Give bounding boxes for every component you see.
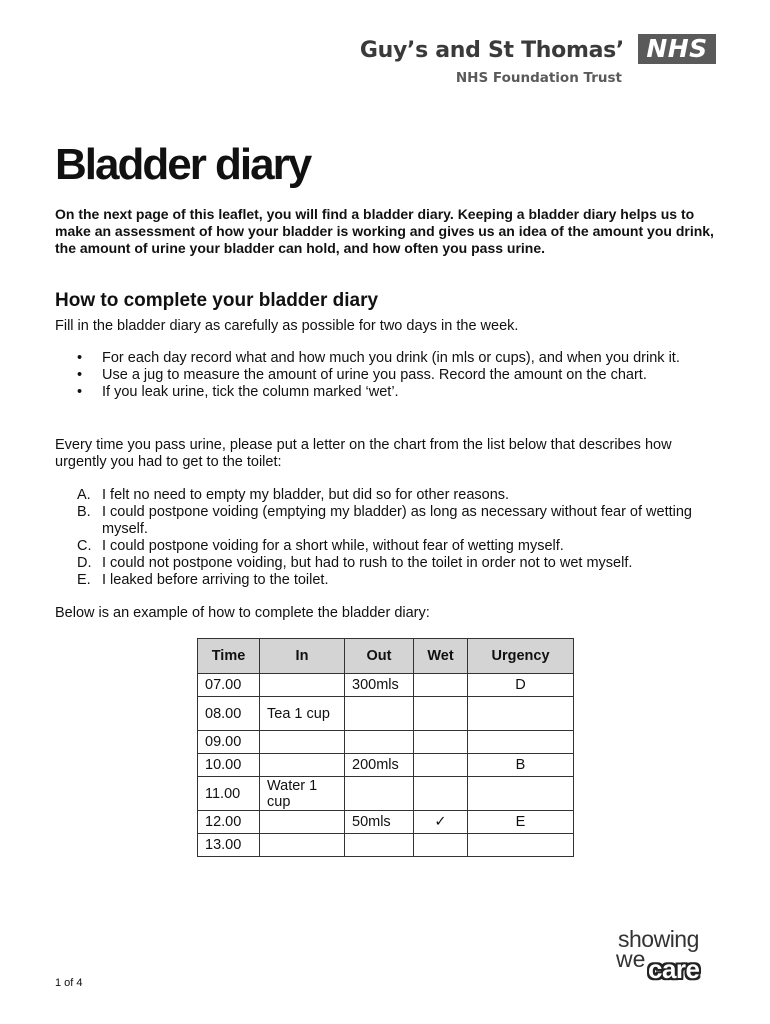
logo-text-we: we	[616, 946, 646, 972]
example-intro: Below is an example of how to complete the bladder diary:	[55, 605, 430, 621]
table-row	[198, 834, 574, 857]
urgency-intro: Every time you pass urine, please put a letter on the chart from the list below that describes how urgently you had to get to the toilet:	[55, 437, 672, 470]
cell-out: 300mls	[345, 674, 414, 697]
table-row	[198, 754, 574, 777]
column-header-in: In	[260, 639, 345, 674]
bullet-icon: •	[77, 350, 83, 366]
example-diary-table	[197, 638, 574, 857]
list-item-text: Use a jug to measure the amount of urine you pass. Record the amount on the chart.	[102, 367, 647, 383]
bullet-icon: •	[77, 367, 83, 383]
instruction-list	[55, 350, 715, 401]
intro-paragraph: On the next page of this leaflet, you will find a bladder diary. Keeping a bladder diary helps us to make an assessment of how your bladder is working and gives us an idea of the amount you drink, the amount of urine your bladder can hold, and how often you pass urine.	[55, 206, 714, 256]
cell-urgency	[468, 777, 574, 811]
list-item	[55, 487, 715, 504]
urgency-list	[55, 487, 715, 589]
list-item-text: For each day record what and how much you drink (in mls or cups), and when you drink it.	[102, 350, 680, 366]
list-item	[55, 384, 715, 401]
list-item	[55, 504, 715, 538]
cell-wet	[414, 834, 468, 857]
cell-urgency	[468, 731, 574, 754]
cell-out	[345, 697, 414, 731]
cell-out: 50mls	[345, 811, 414, 834]
table-row	[198, 731, 574, 754]
list-letter: D.	[77, 555, 92, 571]
column-header-urgency: Urgency	[468, 639, 574, 674]
list-letter: B.	[77, 504, 91, 520]
cell-out: 200mls	[345, 754, 414, 777]
list-letter: E.	[77, 572, 91, 588]
cell-wet	[414, 777, 468, 811]
list-item-text: I could postpone voiding (emptying my bladder) as long as necessary without fear of wetting myself.	[102, 504, 692, 537]
list-item-text: If you leak urine, tick the column marked ‘wet’.	[102, 384, 399, 400]
list-item	[55, 572, 715, 589]
cell-wet	[414, 754, 468, 777]
column-header-time: Time	[198, 639, 260, 674]
cell-time: 12.00	[198, 811, 260, 834]
table-header-row	[198, 639, 574, 674]
showing-we-care-logo	[612, 926, 732, 986]
cell-wet	[414, 674, 468, 697]
trust-name: Guy’s and St Thomas’	[359, 38, 624, 63]
cell-urgency	[468, 834, 574, 857]
cell-wet	[414, 731, 468, 754]
table-row	[198, 697, 574, 731]
list-item-text: I leaked before arriving to the toilet.	[102, 572, 329, 588]
list-letter: C.	[77, 538, 92, 554]
table-row	[198, 777, 574, 811]
cell-time: 10.00	[198, 754, 260, 777]
cell-in: Water 1 cup	[260, 777, 345, 811]
cell-time: 11.00	[198, 777, 260, 811]
list-item-text: I could not postpone voiding, but had to rush to the toilet in order not to wet myself.	[102, 555, 633, 571]
cell-wet	[414, 697, 468, 731]
nhs-logo: NHS	[638, 34, 716, 64]
cell-time: 09.00	[198, 731, 260, 754]
trust-subtitle: NHS Foundation Trust	[455, 70, 622, 86]
fill-in-text: Fill in the bladder diary as carefully as possible for two days in the week.	[55, 318, 519, 334]
page-title: Bladder diary	[55, 140, 311, 189]
page-number: 1 of 4	[55, 977, 83, 989]
cell-time: 08.00	[198, 697, 260, 731]
cell-in	[260, 731, 345, 754]
cell-out	[345, 731, 414, 754]
cell-urgency: E	[468, 811, 574, 834]
cell-out	[345, 777, 414, 811]
section-heading: How to complete your bladder diary	[55, 290, 379, 311]
bullet-icon: •	[77, 384, 83, 400]
cell-in	[260, 754, 345, 777]
cell-urgency: D	[468, 674, 574, 697]
table-row	[198, 811, 574, 834]
logo-text-care: care	[648, 954, 700, 984]
cell-in: Tea 1 cup	[260, 697, 345, 731]
list-item	[55, 538, 715, 555]
cell-time: 13.00	[198, 834, 260, 857]
list-letter: A.	[77, 487, 91, 503]
list-item	[55, 367, 715, 384]
checkmark-icon: ✓	[414, 811, 468, 834]
cell-urgency	[468, 697, 574, 731]
cell-in	[260, 811, 345, 834]
list-item-text: I could postpone voiding for a short while, without fear of wetting myself.	[102, 538, 564, 554]
trust-header	[316, 32, 716, 88]
column-header-out: Out	[345, 639, 414, 674]
cell-time: 07.00	[198, 674, 260, 697]
list-item	[55, 555, 715, 572]
list-item	[55, 350, 715, 367]
table-row	[198, 674, 574, 697]
cell-out	[345, 834, 414, 857]
cell-in	[260, 674, 345, 697]
cell-urgency: B	[468, 754, 574, 777]
column-header-wet: Wet	[414, 639, 468, 674]
logo-text-showing: showing	[618, 926, 699, 952]
cell-in	[260, 834, 345, 857]
list-item-text: I felt no need to empty my bladder, but did so for other reasons.	[102, 487, 510, 503]
